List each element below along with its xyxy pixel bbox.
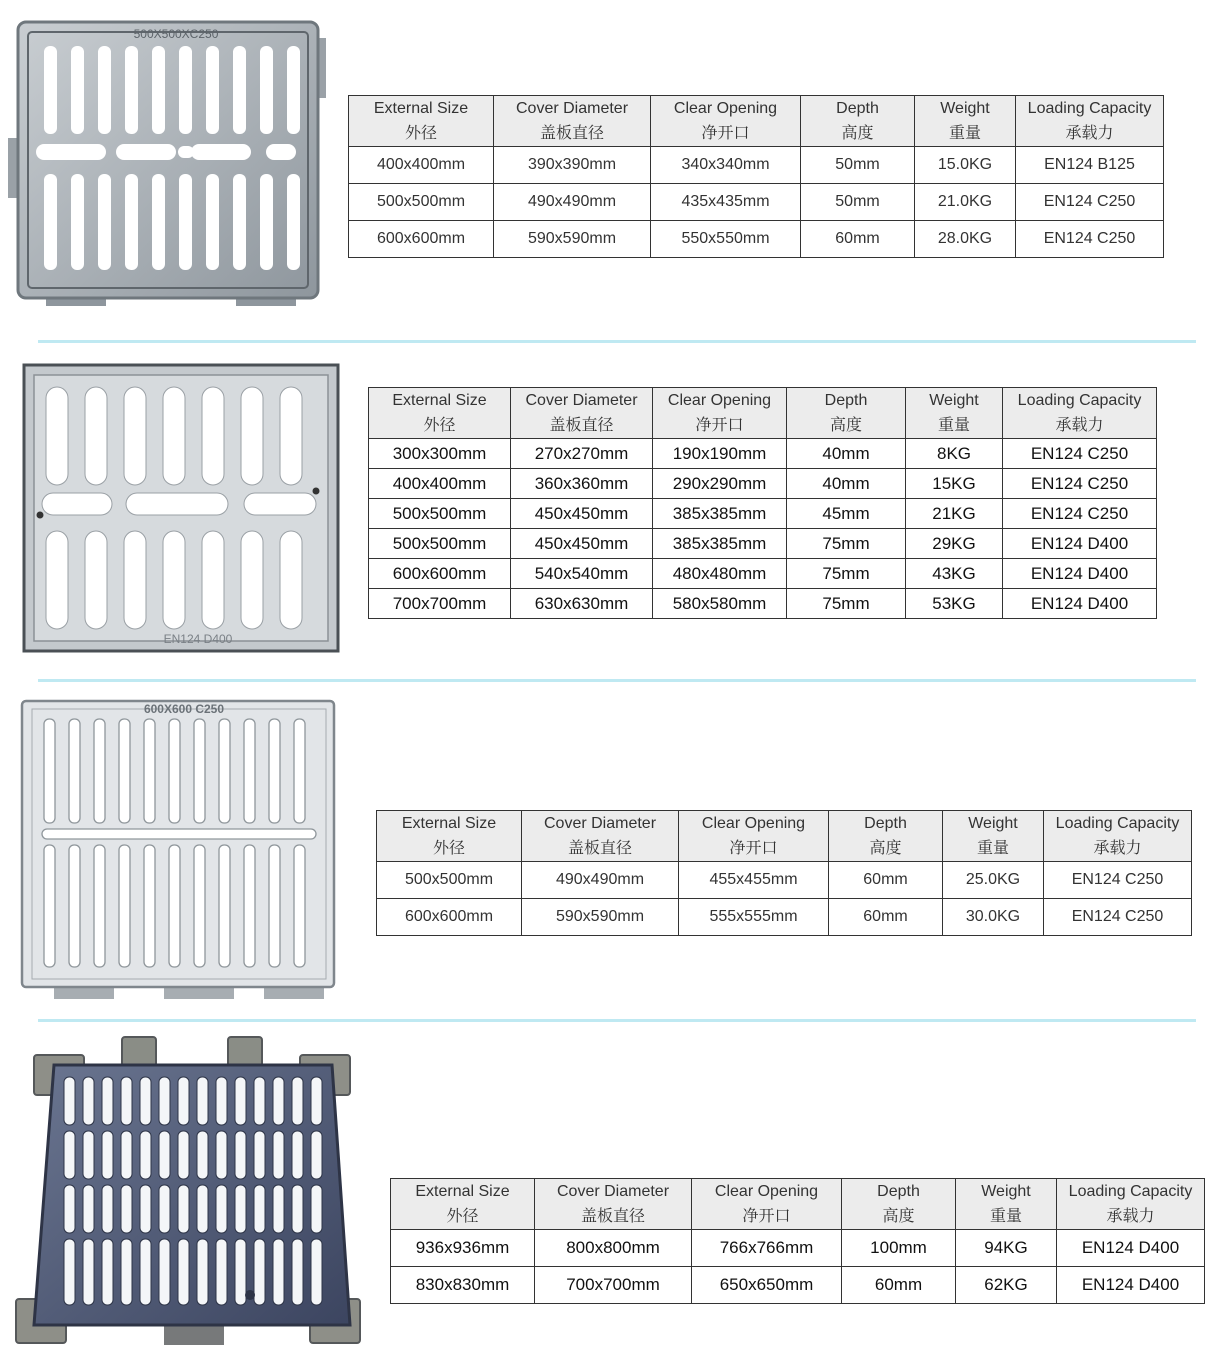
cell: EN124 D400 xyxy=(1003,559,1157,589)
cast-label-2: EN124 D400 xyxy=(163,632,233,646)
header-clear-opening: Clear Opening 净开口 xyxy=(651,96,801,147)
cell: 600x600mm xyxy=(349,221,494,258)
cell: 480x480mm xyxy=(653,559,787,589)
grate-slot xyxy=(254,1185,265,1233)
cell: 385x385mm xyxy=(653,529,787,559)
header-weight: Weight 重量 xyxy=(956,1179,1057,1230)
header-weight: Weight 重量 xyxy=(906,388,1003,439)
grate-slot xyxy=(273,1131,284,1179)
header-external-size: External Size 外径 xyxy=(349,96,494,147)
cell: 490x490mm xyxy=(522,862,679,899)
grate-slot xyxy=(159,1185,170,1233)
grate-slot xyxy=(140,1239,151,1305)
header-cover-diameter: Cover Diameter 盖板直径 xyxy=(535,1179,692,1230)
cell: 15KG xyxy=(906,469,1003,499)
grate-slot xyxy=(311,1131,322,1179)
grate-slot xyxy=(235,1131,246,1179)
header-external-size: External Size 外径 xyxy=(377,811,522,862)
header-external-size: External Size 外径 xyxy=(391,1179,535,1230)
cell: 45mm xyxy=(787,499,906,529)
grate-slot xyxy=(121,1077,132,1125)
cell: 40mm xyxy=(787,469,906,499)
grate-slot xyxy=(178,1185,189,1233)
header-weight: Weight 重量 xyxy=(915,96,1016,147)
cell: 590x590mm xyxy=(494,221,651,258)
grate-slot xyxy=(140,1131,151,1179)
table-row xyxy=(391,1267,1205,1304)
grate-slot xyxy=(292,1077,303,1125)
grate-slot xyxy=(216,1131,227,1179)
header-loading-capacity: Loading Capacity 承载力 xyxy=(1003,388,1157,439)
cell: 766x766mm xyxy=(692,1230,842,1267)
cell: 580x580mm xyxy=(653,589,787,619)
grate-slot xyxy=(121,1131,132,1179)
cell: EN124 D400 xyxy=(1057,1230,1205,1267)
table-header-row xyxy=(391,1179,1205,1230)
header-cover-diameter: Cover Diameter 盖板直径 xyxy=(511,388,653,439)
cell: 340x340mm xyxy=(651,147,801,184)
grate-slot xyxy=(64,1131,75,1179)
cell: 500x500mm xyxy=(369,499,511,529)
cell: 500x500mm xyxy=(377,862,522,899)
cell: 590x590mm xyxy=(522,899,679,936)
cell: 455x455mm xyxy=(679,862,829,899)
cell: 550x550mm xyxy=(651,221,801,258)
cell: 190x190mm xyxy=(653,439,787,469)
cell: 360x360mm xyxy=(511,469,653,499)
cell: 60mm xyxy=(801,221,915,258)
grate-slot xyxy=(121,1239,132,1305)
cell: EN124 C250 xyxy=(1003,439,1157,469)
cell: 500x500mm xyxy=(369,529,511,559)
header-loading-capacity: Loading Capacity 承载力 xyxy=(1044,811,1192,862)
cell: 75mm xyxy=(787,559,906,589)
cell: EN124 C250 xyxy=(1016,221,1164,258)
cell: 270x270mm xyxy=(511,439,653,469)
grate-slot xyxy=(216,1077,227,1125)
cell: 30.0KG xyxy=(943,899,1044,936)
header-depth: Depth 高度 xyxy=(801,96,915,147)
cast-label-3: 600X600 C250 xyxy=(143,702,225,716)
grate-slot xyxy=(197,1131,208,1179)
cell: 28.0KG xyxy=(915,221,1016,258)
cell: EN124 C250 xyxy=(1003,499,1157,529)
grate-slot xyxy=(178,1131,189,1179)
cell: EN124 D400 xyxy=(1057,1267,1205,1304)
cell: 630x630mm xyxy=(511,589,653,619)
cell: 490x490mm xyxy=(494,184,651,221)
grate-slot xyxy=(83,1239,94,1305)
cell: EN124 D400 xyxy=(1003,529,1157,559)
grate-slot xyxy=(216,1185,227,1233)
spec-table-4 xyxy=(390,1178,1205,1304)
grate-slot xyxy=(83,1077,94,1125)
cell: 830x830mm xyxy=(391,1267,535,1304)
grate-slot xyxy=(83,1185,94,1233)
grate-slot xyxy=(273,1077,284,1125)
cell: 936x936mm xyxy=(391,1230,535,1267)
cell: 435x435mm xyxy=(651,184,801,221)
grate-slot xyxy=(292,1131,303,1179)
cell: 94KG xyxy=(956,1230,1057,1267)
cell: 600x600mm xyxy=(369,559,511,589)
cell: 53KG xyxy=(906,589,1003,619)
cell: EN124 B125 xyxy=(1016,147,1164,184)
grate-slot xyxy=(178,1239,189,1305)
cast-label-1: 500X500XC250 xyxy=(133,27,219,41)
header-depth: Depth 高度 xyxy=(842,1179,956,1230)
cell: 15.0KG xyxy=(915,147,1016,184)
grate-slot xyxy=(292,1185,303,1233)
grate-slot xyxy=(178,1077,189,1125)
cell: 60mm xyxy=(842,1267,956,1304)
cell: 29KG xyxy=(906,529,1003,559)
cell: 800x800mm xyxy=(535,1230,692,1267)
cell: 540x540mm xyxy=(511,559,653,589)
cell: 450x450mm xyxy=(511,529,653,559)
cell: 21.0KG xyxy=(915,184,1016,221)
cell: EN124 D400 xyxy=(1003,589,1157,619)
grate-slot xyxy=(254,1239,265,1305)
grate-slot xyxy=(102,1131,113,1179)
cell: 60mm xyxy=(829,899,943,936)
table-row xyxy=(391,1230,1205,1267)
header-depth: Depth 高度 xyxy=(829,811,943,862)
cell: 60mm xyxy=(829,862,943,899)
grate-slot xyxy=(140,1077,151,1125)
cell: 290x290mm xyxy=(653,469,787,499)
grate-slot xyxy=(292,1239,303,1305)
grate-slot xyxy=(273,1239,284,1305)
grate-slot xyxy=(197,1077,208,1125)
grate-slot xyxy=(197,1185,208,1233)
grate-slot xyxy=(159,1239,170,1305)
header-clear-opening: Clear Opening 净开口 xyxy=(679,811,829,862)
header-loading-capacity: Loading Capacity 承载力 xyxy=(1016,96,1164,147)
cell: 75mm xyxy=(787,529,906,559)
cell: 25.0KG xyxy=(943,862,1044,899)
cell: 700x700mm xyxy=(369,589,511,619)
cell: EN124 C250 xyxy=(1044,862,1192,899)
cell: 50mm xyxy=(801,184,915,221)
header-weight: Weight 重量 xyxy=(943,811,1044,862)
grate-slot xyxy=(254,1077,265,1125)
cell: 50mm xyxy=(801,147,915,184)
grate-slot xyxy=(159,1131,170,1179)
header-external-size: External Size 外径 xyxy=(369,388,511,439)
cell: 75mm xyxy=(787,589,906,619)
header-loading-capacity: Loading Capacity 承载力 xyxy=(1057,1179,1205,1230)
grate-slot xyxy=(254,1131,265,1179)
grate-slot xyxy=(273,1185,284,1233)
cell: 385x385mm xyxy=(653,499,787,529)
grate-slot xyxy=(64,1185,75,1233)
grate-slot xyxy=(140,1185,151,1233)
cell: 450x450mm xyxy=(511,499,653,529)
cell: 100mm xyxy=(842,1230,956,1267)
grate-slot xyxy=(121,1185,132,1233)
grate-slot xyxy=(311,1185,322,1233)
cell: 700x700mm xyxy=(535,1267,692,1304)
header-depth: Depth 高度 xyxy=(787,388,906,439)
grate-image-4 xyxy=(14,1035,364,1351)
grate-slot xyxy=(83,1131,94,1179)
header-cover-diameter: Cover Diameter 盖板直径 xyxy=(494,96,651,147)
cell: EN124 C250 xyxy=(1016,184,1164,221)
header-clear-opening: Clear Opening 净开口 xyxy=(653,388,787,439)
cell: 300x300mm xyxy=(369,439,511,469)
grate-slot xyxy=(216,1239,227,1305)
grate-slot xyxy=(311,1077,322,1125)
grate-slot xyxy=(102,1185,113,1233)
grate-slot xyxy=(102,1239,113,1305)
grate-slot xyxy=(64,1239,75,1305)
grate-slot xyxy=(197,1239,208,1305)
grate-slot xyxy=(159,1077,170,1125)
cell: 555x555mm xyxy=(679,899,829,936)
grate-slot xyxy=(235,1185,246,1233)
cell: 400x400mm xyxy=(369,469,511,499)
cell: EN124 C250 xyxy=(1003,469,1157,499)
cell: 62KG xyxy=(956,1267,1057,1304)
cell: 650x650mm xyxy=(692,1267,842,1304)
cell: 40mm xyxy=(787,439,906,469)
header-cover-diameter: Cover Diameter 盖板直径 xyxy=(522,811,679,862)
grate-slot xyxy=(311,1239,322,1305)
grate-slot xyxy=(102,1077,113,1125)
cell: EN124 C250 xyxy=(1044,899,1192,936)
grate-slot xyxy=(235,1077,246,1125)
grate-slot xyxy=(64,1077,75,1125)
cell: 21KG xyxy=(906,499,1003,529)
header-clear-opening: Clear Opening 净开口 xyxy=(692,1179,842,1230)
cell: 390x390mm xyxy=(494,147,651,184)
cell: 500x500mm xyxy=(349,184,494,221)
cell: 600x600mm xyxy=(377,899,522,936)
grate-slot xyxy=(235,1239,246,1305)
cell: 400x400mm xyxy=(349,147,494,184)
cell: 43KG xyxy=(906,559,1003,589)
cell: 8KG xyxy=(906,439,1003,469)
